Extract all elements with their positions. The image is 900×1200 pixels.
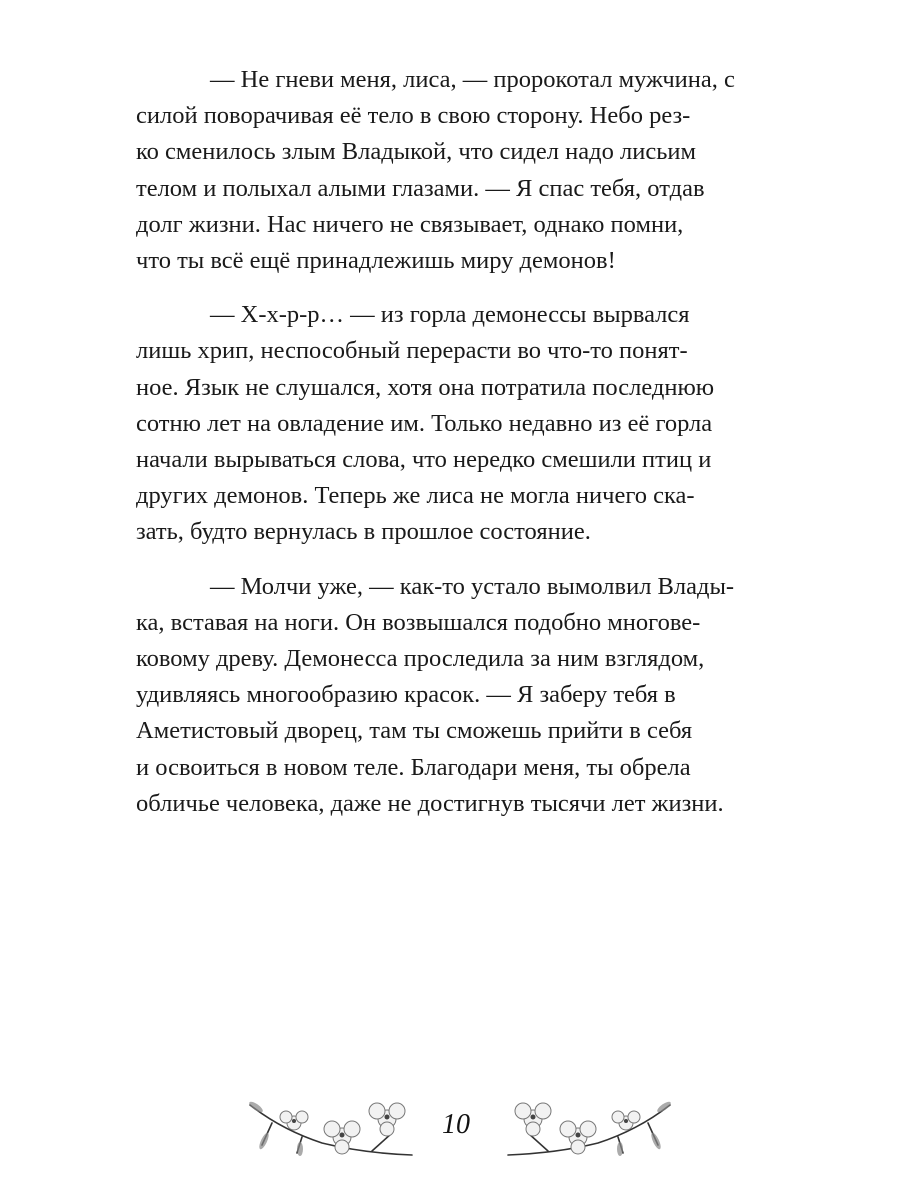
text-line: обличье человека, даже не достигнув тысячи лет жизни. (136, 789, 724, 817)
text-line: лишь хрип, неспособный перерасти во что-то понят- (136, 337, 688, 365)
text-line: долг жизни. Нас ничего не связывает, однако помни, (136, 210, 684, 238)
text-line: силой поворачивая её тело в свою сторону. Небо рез- (136, 102, 691, 130)
blossom-branch-icon (242, 1095, 422, 1165)
text-line: Аметистовый дворец, там ты сможешь прийти в себя (136, 717, 693, 745)
text-line: других демонов. Теперь же лиса не могла ничего ска- (136, 482, 695, 510)
text-line: — Молчи уже, — как-то устало вымолвил Влады- (210, 572, 735, 600)
text-line: начали вырываться слова, что нередко смешили птиц и (136, 446, 712, 474)
text-line: телом и полыхал алыми глазами. — Я спас тебя, отдав (136, 174, 705, 202)
text-line: сотню лет на овладение им. Только недавно из её горла (136, 409, 713, 437)
paragraph-1 (136, 62, 776, 279)
page-footer (0, 1095, 900, 1165)
paragraph-2 (136, 297, 776, 550)
page-number: 10 (442, 1109, 470, 1140)
text-line: ко сменилось злым Владыкой, что сидел надо лисьим (136, 138, 696, 166)
paragraph-3 (136, 569, 776, 822)
text-line: ка, вставая на ноги. Он возвышался подобно многове- (136, 608, 701, 636)
text-line: — Не гневи меня, лиса, — пророкотал мужчина, с (210, 66, 735, 93)
text-line: зать, будто вернулась в прошлое состояние. (136, 518, 591, 546)
blossom-branch-icon (498, 1095, 678, 1165)
text-line: ное. Язык не слушался, хотя она потратила последнюю (136, 373, 715, 401)
text-line: и освоиться в новом теле. Благодари меня, ты обрела (136, 753, 691, 781)
text-line: что ты всё ещё принадлежишь миру демонов! (136, 247, 616, 275)
text-line: — Х-х-р-р… — из горла демонессы вырвался (210, 301, 690, 329)
text-line: удивляясь многообразию красок. — Я заберу тебя в (136, 681, 676, 709)
text-line: ковому древу. Демонесса проследила за ним взглядом, (136, 645, 705, 673)
body-text (136, 62, 776, 840)
